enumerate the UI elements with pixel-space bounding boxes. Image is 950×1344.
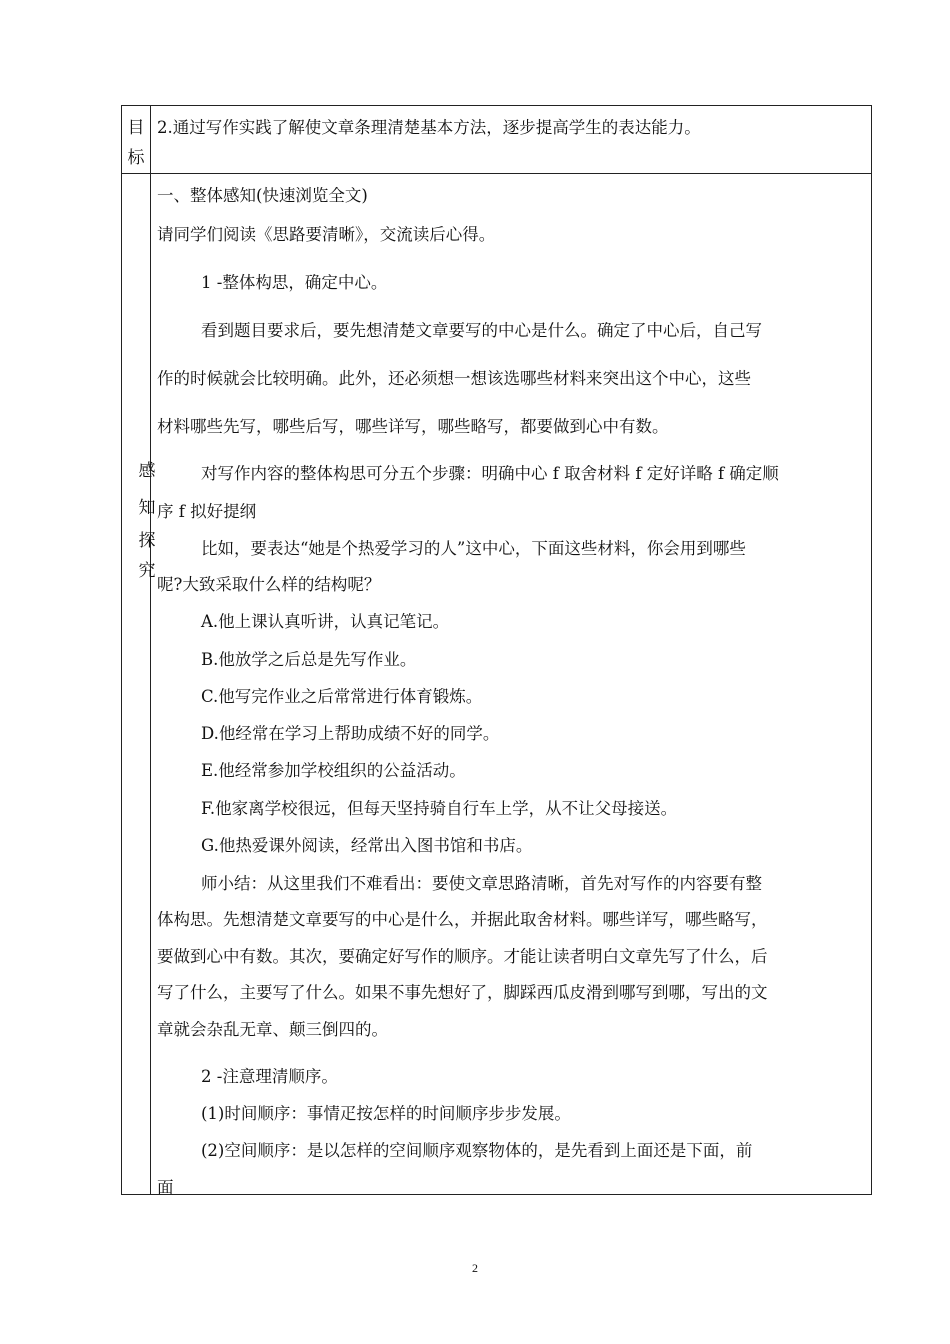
paragraph-line: 面 <box>157 1178 174 1194</box>
subheading: 1 -整体构思，确定中心。 <box>201 273 388 292</box>
list-item: D.他经常在学习上帮助成绩不好的同学。 <box>201 724 500 743</box>
list-item: G.他热爱课外阅读，经常出入图书馆和书店。 <box>201 836 533 855</box>
paragraph-line: 章就会杂乱无章、颠三倒四的。 <box>157 1020 388 1039</box>
row2-label-char: 探 <box>138 531 156 551</box>
table-right-border <box>871 105 872 1195</box>
page-number: 2 <box>472 1261 478 1275</box>
list-item: (2)空间顺序：是以怎样的空间顺序观察物体的，是先看到上面还是下面，前 <box>201 1141 753 1160</box>
row1-label-char: 目 <box>127 118 145 138</box>
paragraph-line: 作的时候就会比较明确。此外，还必须想一想该选哪些材料来突出这个中心，这些 <box>157 369 751 388</box>
list-item: (1)时间顺序：事情疋按怎样的时间顺序步步发展。 <box>201 1104 571 1123</box>
row2-label-char: 知 <box>138 498 156 518</box>
lesson-table <box>121 105 872 1195</box>
paragraph-line: 看到题目要求后，要先想清楚文章要写的中心是什么。确定了中心后，自己写 <box>201 321 762 340</box>
paragraph-line: 请同学们阅读《思路要清晰》，交流读后心得。 <box>157 225 496 244</box>
paragraph-line: 师小结：从这里我们不难看出：要使文章思路清晰，首先对写作的内容要有整 <box>201 874 762 893</box>
objective-text: 2.通过写作实践了解使文章条理清楚基本方法，逐步提高学生的表达能力。 <box>157 118 701 137</box>
list-item: A.他上课认真听讲，认真记笔记。 <box>201 612 450 631</box>
paragraph-line: 对写作内容的整体构思可分五个步骤：明确中心 f 取舍材料 f 定好详略 f 确定顺 <box>201 464 779 483</box>
list-item: E.他经常参加学校组织的公益活动。 <box>201 761 466 780</box>
paragraph-line: 要做到心中有数。其次，要确定好写作的顺序。才能让读者明白文章先写了什么，后 <box>157 947 768 966</box>
paragraph-line: 序 f 拟好提纲 <box>157 502 257 521</box>
label-column-divider <box>150 105 151 1195</box>
table-bottom-border <box>121 1194 872 1195</box>
list-item: C.他写完作业之后常常进行体育锻炼。 <box>201 687 483 706</box>
paragraph-line: 体构思。先想清楚文章要写的中心是什么，并据此取舍材料。哪些详写，哪些略写， <box>157 910 768 929</box>
section-heading: 一、整体感知(快速浏览全文) <box>157 186 368 205</box>
row2-label-char: 感 <box>138 461 156 481</box>
paragraph-line: 写了什么，主要写了什么。如果不事先想好了，脚踩西瓜皮滑到哪写到哪，写出的文 <box>157 983 768 1002</box>
row1-label-char: 标 <box>127 148 145 168</box>
row2-label-char: 究 <box>138 561 156 581</box>
paragraph-line: 材料哪些先写，哪些后写，哪些详写，哪些略写，都要做到心中有数。 <box>157 417 669 436</box>
row-divider <box>121 173 872 174</box>
subheading: 2 -注意理清顺序。 <box>201 1067 338 1086</box>
list-item: B.他放学之后总是先写作业。 <box>201 650 417 669</box>
list-item: F.他家离学校很远，但每天坚持骑自行车上学，从不让父母接送。 <box>201 799 678 818</box>
table-top-border <box>121 105 872 106</box>
paragraph-line: 呢?大致采取什么样的结构呢？ <box>157 575 381 594</box>
paragraph-line: 比如，要表达“她是个热爱学习的人”这中心，下面这些材料，你会用到哪些 <box>201 539 746 558</box>
table-left-border <box>121 105 122 1195</box>
